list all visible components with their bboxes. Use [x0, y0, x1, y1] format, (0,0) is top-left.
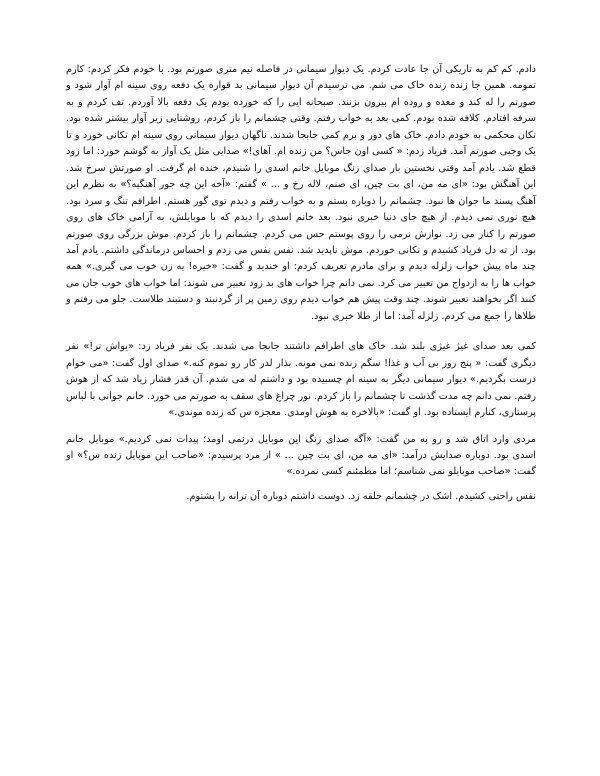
paragraph-2: کمی بعد صدای غیژ غیژی بلند شد. خاک های اطرافم داشتند جابجا می شدند. یک نفر فریاد زد: «یواش تر!» نفر دیگری گفت: « پنج روز بی آب و غذا! سگم زنده نمی مونه. بذار لدر کار رو تموم کنه.» صدای اول گفت: «می خوام درست بگردیم.» دیوار سیمانی دیگر به سینه ام چسبیده بود و داشتم له می شدم. آن قدر فشار زیاد شد که از هوش رفتم. نمی دانم چه مدت گذشت تا چشمانم را باز کردم. نور چراغ های سقف به صورتم می خورد. خانم جوانی با لباس پرستاری، کنارم ایستاده بود. او گفت: «بالاخره به هوش اومدی. معجزه س که زنده موندی.» — [66, 341, 536, 419]
paragraph-4: نفس راحتی کشیدم. اشک در چشمانم حلقه زد. دوست داشتم دوباره آن ترانه را بشنوم. — [186, 490, 536, 502]
document-body — [66, 62, 536, 505]
paragraph-3: مردی وارد اتاق شد و رو به من گفت: «آگه صدای زنگ این موبایل درنمی اومد؛ پیدات نمی کردیم.» موبایل خانم اسدی بود. دوباره صدایش درآمد: «ای مه من، ای بت چین ... » از مرد پرسیدم: «صاحب این موبایل زنده س؟» او گفت: «صاحب موبایلو نمی شناسم؛ اما مطمئنم کسی نمرده.» — [66, 433, 536, 478]
paragraph-1: دادم. کم کم به تاریکی آن جا عادت کردم. یک دیوار سیمانی در فاصله نیم متری صورتم بود. با خودم فکر کردم: کارم تمومه. همین جا زنده زنده خاک می شم. می ترسیدم آن دیوار سیمانی بد قواره یک دفعه روی سینه ام آوار شود و صورتم را له کند و معده و روده ام بیرون بزنند. صبحانه ایی را که خورده بودم یک دفعه بالا آوردم. تف کردم و به سرفه افتادم. کلافه شده بودم. کمی بعد به خواب رفتم. وقتی چشمانم را باز کردم، روشنایی زیر آوار بیشتر شده بود. تکان محکمی به خودم دادم. خاک های دور و برم کمی جابجا شدند. ناگهان دیوار سیمانی روی سینه ام تکانی خورد و تا یک وجبی صورتم آمد. فریاد زدم: « کسی اون جاس؟ من زنده ام. آهای!» صدایی مثل یک آواز به گوشم خورد: اما زود قطع شد. یادم آمد وقتی نخستین بار صدای زنگ موبایل خانم اسدی را شنیدم، خنده ام گرفت. او صورتش سرخ شد. این آهنگش بود: «ای مه من، ای بت چین، ای صنم، لاله رخ و ... » گفتم: «آخه این چه جور آهنگیه؟» به نظرم این آهنگ پسند ما جوان ها نبود. چشمانم را دوباره بستم و به خواب رفتم و دیدم توی گور هستم. اطرافم تنگ و سرد بود. هیچ نوری نمی دیدم. از هیچ جای دنیا خبری نبود. بعد خانم اسدی را دیدم که با موبایلش، به آرامی خاک های روی صورتم را کنار می زد. نوازش نرمی را روی پوستم حس می کردم. چشمانم را باز کردم. موش بزرگی روی صورتم بود. از ته دل فریاد کشیدم و تکانی خوردم. موش ناپدید شد. نفس نفس می زدم و احساس درماندگی داشتم. یادم آمد چند ماه پیش خواب زلزله دیدم و برای مادرم تعریف کردم: او خندید و گفت: «خیره! یه زن خوب می گیری.» همه خواب ها را به ازدواج من تعبیر می کرد. نمی دانم چرا خواب های بد زود تعبیر می شوند: اما خواب های خوب جان می کنند اگر بخواهند تعبیر شوند. چند وقت پیش هم خواب دیدم روی زمین پر از گردنبند و دستبند طلاست. جلو می رفتم و طلاها را جمع می کردم. زلزله آمد: اما از طلا خبری نبود. — [66, 64, 536, 322]
